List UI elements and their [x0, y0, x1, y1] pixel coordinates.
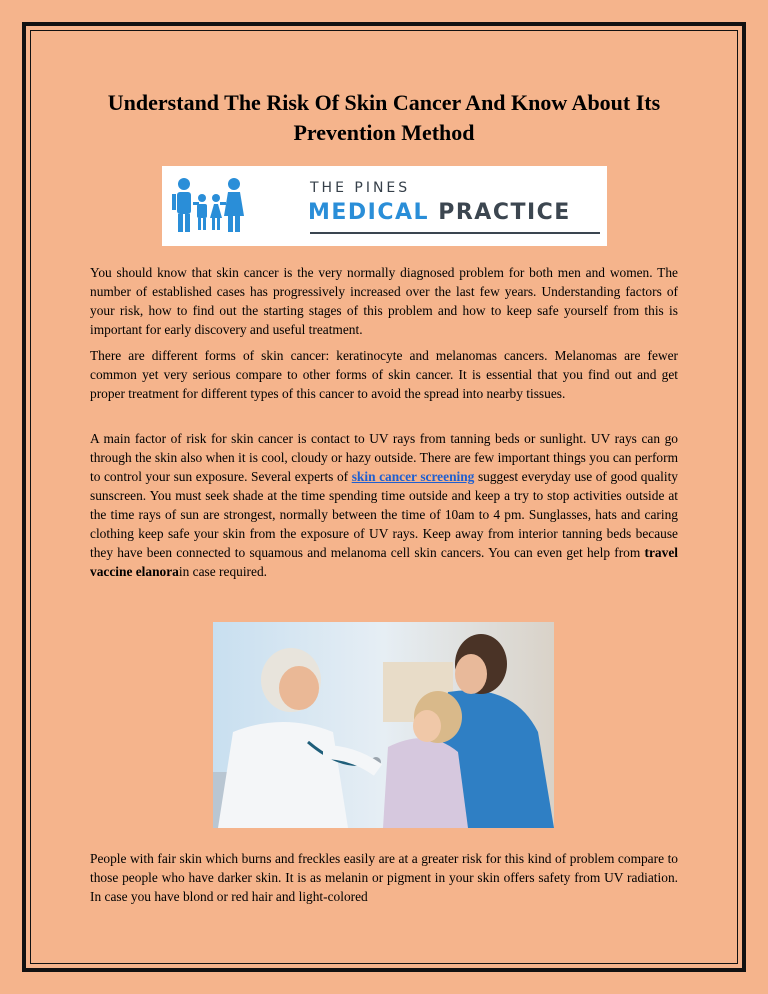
page-title: Understand The Risk Of Skin Cancer And Know About Its Prevention Method: [107, 90, 661, 145]
logo-line1: THE PINES: [310, 180, 411, 196]
paragraph-3-text-a: A main factor of risk for skin cancer is contact to UV rays from tanning beds or sunlight. UV rays can go through the skin also when it is cool, cloudy or hazy outside. There are few important things you can perform to control your sun exposure. Several experts of: [90, 431, 678, 484]
logo-underline: [310, 232, 600, 234]
logo-word-medical: MEDICAL: [308, 200, 430, 225]
paragraph-3: [90, 429, 678, 581]
skin-cancer-screening-link[interactable]: skin cancer screening: [351, 469, 475, 484]
family-icon: [168, 176, 303, 236]
logo-word-practice: PRACTICE: [438, 200, 571, 225]
paragraph-1: You should know that skin cancer is the very normally diagnosed problem for both men and women. The number of established cases has progressively increased over the last few years. Understanding factors of your risk, how to find out the starting stages of this problem and how to keep safe yourself from this is important for early discovery and useful treatment.: [90, 265, 678, 337]
paragraph-3-text-b: suggest everyday use of good quality sunscreen. You must seek shade at the time spending time outside and keep a try to stop activities outside at the time rays of sun are strongest, normally between the time of 10am to 4 pm. Sunglasses, hats and caring clothing keep safe your skin from the exposure of UV rays. Keep away from interior tanning beds because they have been connected to squamous and melanoma cell skin cancers. You can even get help from: [90, 469, 678, 560]
logo-wordmark: [308, 200, 571, 225]
paragraph-3-text-c: in case required.: [178, 564, 268, 579]
travel-vaccine-bold: travel vaccine elanora: [90, 545, 678, 579]
doctor-child-photo: [213, 622, 554, 828]
logo: [162, 166, 607, 246]
paragraph-4: People with fair skin which burns and freckles easily are at a greater risk for this kind of problem compare to those people who have darker skin. It is as melanin or pigment in your skin offers safety from UV radiation. In case you have blond or red hair and light-colored: [90, 851, 678, 904]
paragraph-2: There are different forms of skin cancer: keratinocyte and melanomas cancers. Melanomas are fewer common yet very serious compare to other forms of skin cancer. It is essential that you find out and get proper treatment for different types of this cancer to avoid the spread into nearby tissues.: [90, 348, 678, 401]
